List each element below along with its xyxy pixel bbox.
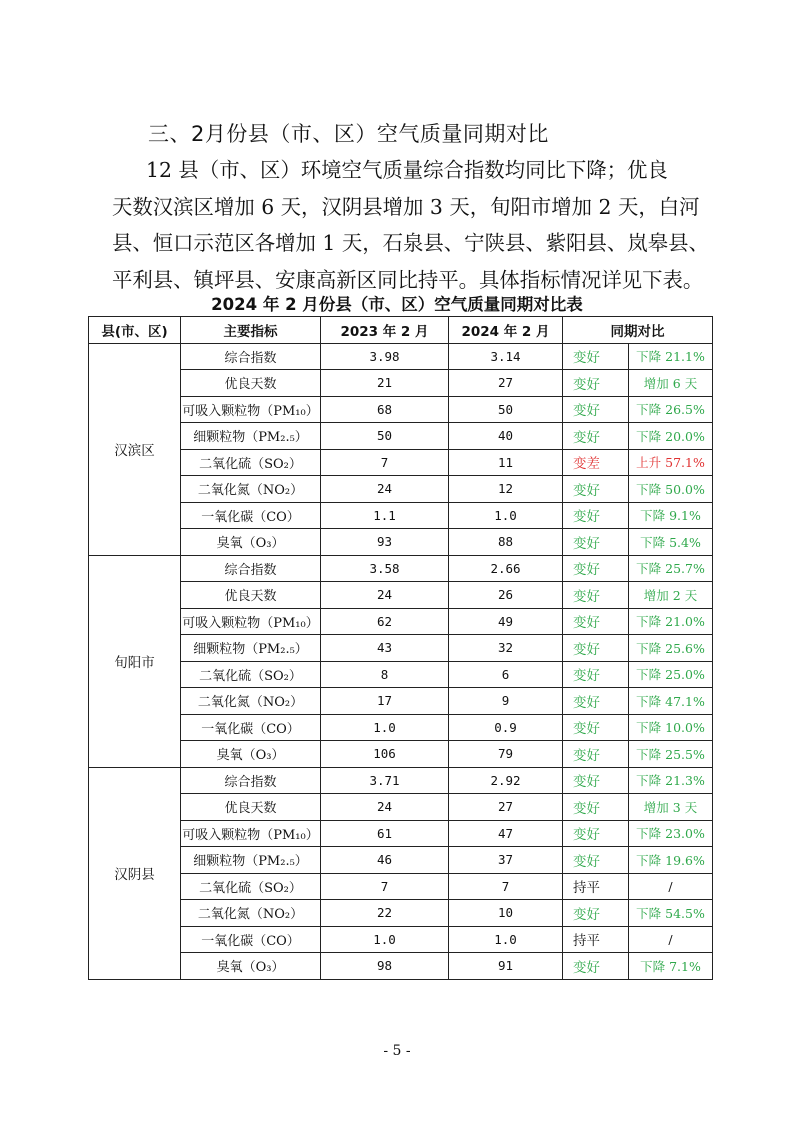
value-2024-cell: 3.14 <box>449 343 563 370</box>
change-cell: 下降 23.0% <box>629 820 713 847</box>
trend-cell: 变好 <box>563 661 629 688</box>
trend-cell: 变好 <box>563 767 629 794</box>
value-2024-cell: 1.0 <box>449 926 563 953</box>
trend-cell: 变好 <box>563 396 629 423</box>
change-cell: 下降 25.5% <box>629 741 713 768</box>
indicator-cell: 二氧化氮（NO₂） <box>181 900 321 927</box>
change-cell: 增加 6 天 <box>629 370 713 397</box>
summary-paragraph <box>112 152 718 298</box>
indicator-cell: 优良天数 <box>181 370 321 397</box>
value-2023-cell: 3.98 <box>321 343 449 370</box>
value-2024-cell: 12 <box>449 476 563 503</box>
change-cell: 下降 19.6% <box>629 847 713 874</box>
indicator-cell: 可吸入颗粒物（PM₁₀） <box>181 608 321 635</box>
section-heading: 三、2月份县（市、区）空气质量同期对比 <box>148 122 549 146</box>
indicator-cell: 可吸入颗粒物（PM₁₀） <box>181 396 321 423</box>
change-cell: 下降 47.1% <box>629 688 713 715</box>
value-2023-cell: 62 <box>321 608 449 635</box>
trend-cell: 变好 <box>563 794 629 821</box>
value-2024-cell: 27 <box>449 794 563 821</box>
table-row <box>89 767 713 794</box>
table-row <box>89 449 713 476</box>
change-cell: 下降 25.0% <box>629 661 713 688</box>
value-2023-cell: 7 <box>321 873 449 900</box>
value-2024-cell: 11 <box>449 449 563 476</box>
table-body <box>89 343 713 979</box>
value-2024-cell: 88 <box>449 529 563 556</box>
table-header-row <box>89 317 713 344</box>
table-row <box>89 555 713 582</box>
trend-cell: 变好 <box>563 423 629 450</box>
trend-cell: 变好 <box>563 635 629 662</box>
value-2023-cell: 43 <box>321 635 449 662</box>
trend-cell: 变好 <box>563 370 629 397</box>
indicator-cell: 一氧化碳（CO） <box>181 502 321 529</box>
indicator-cell: 优良天数 <box>181 794 321 821</box>
indicator-cell: 臭氧（O₃） <box>181 953 321 980</box>
indicator-cell: 优良天数 <box>181 582 321 609</box>
value-2023-cell: 21 <box>321 370 449 397</box>
value-2023-cell: 93 <box>321 529 449 556</box>
header-2023: 2023 年 2 月 <box>321 317 449 344</box>
indicator-cell: 一氧化碳（CO） <box>181 926 321 953</box>
value-2024-cell: 26 <box>449 582 563 609</box>
table-row <box>89 820 713 847</box>
value-2023-cell: 46 <box>321 847 449 874</box>
table-row <box>89 608 713 635</box>
paragraph-line: 平利县、镇坪县、安康高新区同比持平。具体指标情况详见下表。 <box>112 267 704 292</box>
table-row <box>89 502 713 529</box>
indicator-cell: 二氧化硫（SO₂） <box>181 873 321 900</box>
table-row <box>89 900 713 927</box>
value-2023-cell: 17 <box>321 688 449 715</box>
change-cell: 下降 25.7% <box>629 555 713 582</box>
value-2023-cell: 3.58 <box>321 555 449 582</box>
table-row <box>89 688 713 715</box>
trend-cell: 变好 <box>563 555 629 582</box>
value-2023-cell: 98 <box>321 953 449 980</box>
table-row <box>89 714 713 741</box>
value-2023-cell: 7 <box>321 449 449 476</box>
value-2024-cell: 27 <box>449 370 563 397</box>
value-2023-cell: 68 <box>321 396 449 423</box>
value-2024-cell: 6 <box>449 661 563 688</box>
paragraph-line: 12 县（市、区）环境空气质量综合指数均同比下降；优良 <box>146 158 668 182</box>
value-2024-cell: 91 <box>449 953 563 980</box>
indicator-cell: 细颗粒物（PM₂.₅） <box>181 423 321 450</box>
change-cell: 下降 21.1% <box>629 343 713 370</box>
table-row <box>89 661 713 688</box>
value-2024-cell: 2.92 <box>449 767 563 794</box>
value-2023-cell: 1.1 <box>321 502 449 529</box>
value-2024-cell: 10 <box>449 900 563 927</box>
table-row <box>89 396 713 423</box>
change-cell: 下降 54.5% <box>629 900 713 927</box>
change-cell: 下降 25.6% <box>629 635 713 662</box>
change-cell: 下降 50.0% <box>629 476 713 503</box>
change-cell: 下降 10.0% <box>629 714 713 741</box>
change-cell: 增加 3 天 <box>629 794 713 821</box>
county-cell: 旬阳市 <box>89 555 181 767</box>
page-number: - 5 - <box>383 1043 411 1059</box>
value-2023-cell: 24 <box>321 476 449 503</box>
trend-cell: 变好 <box>563 953 629 980</box>
value-2023-cell: 1.0 <box>321 926 449 953</box>
change-cell: 下降 5.4% <box>629 529 713 556</box>
indicator-cell: 细颗粒物（PM₂.₅） <box>181 635 321 662</box>
county-cell: 汉滨区 <box>89 343 181 555</box>
value-2024-cell: 50 <box>449 396 563 423</box>
table-row <box>89 926 713 953</box>
change-cell: / <box>629 873 713 900</box>
value-2023-cell: 50 <box>321 423 449 450</box>
value-2024-cell: 32 <box>449 635 563 662</box>
trend-cell: 变好 <box>563 582 629 609</box>
indicator-cell: 可吸入颗粒物（PM₁₀） <box>181 820 321 847</box>
table-row <box>89 794 713 821</box>
table-row <box>89 529 713 556</box>
header-comparison: 同期对比 <box>563 317 713 344</box>
change-cell: 下降 21.3% <box>629 767 713 794</box>
comparison-table <box>88 316 713 980</box>
value-2023-cell: 24 <box>321 794 449 821</box>
table-row <box>89 582 713 609</box>
paragraph-line: 县、恒口示范区各增加 1 天，石泉县、宁陕县、紫阳县、岚皋县、 <box>112 231 709 255</box>
table-row <box>89 873 713 900</box>
header-county: 县(市、区) <box>89 317 181 344</box>
indicator-cell: 综合指数 <box>181 343 321 370</box>
value-2024-cell: 47 <box>449 820 563 847</box>
change-cell: 增加 2 天 <box>629 582 713 609</box>
table-row <box>89 741 713 768</box>
trend-cell: 变好 <box>563 820 629 847</box>
paragraph-line: 天数汉滨区增加 6 天，汉阴县增加 3 天，旬阳市增加 2 天，白河 <box>112 194 700 219</box>
value-2023-cell: 106 <box>321 741 449 768</box>
value-2024-cell: 79 <box>449 741 563 768</box>
indicator-cell: 臭氧（O₃） <box>181 529 321 556</box>
value-2023-cell: 3.71 <box>321 767 449 794</box>
value-2023-cell: 1.0 <box>321 714 449 741</box>
trend-cell: 变好 <box>563 714 629 741</box>
table-row <box>89 476 713 503</box>
trend-cell: 变好 <box>563 502 629 529</box>
trend-cell: 变好 <box>563 900 629 927</box>
indicator-cell: 二氧化氮（NO₂） <box>181 476 321 503</box>
value-2024-cell: 2.66 <box>449 555 563 582</box>
value-2024-cell: 1.0 <box>449 502 563 529</box>
trend-cell: 变好 <box>563 741 629 768</box>
table-row <box>89 343 713 370</box>
header-2024: 2024 年 2 月 <box>449 317 563 344</box>
county-cell: 汉阴县 <box>89 767 181 979</box>
table-row <box>89 423 713 450</box>
value-2024-cell: 7 <box>449 873 563 900</box>
change-cell: 下降 9.1% <box>629 502 713 529</box>
value-2024-cell: 9 <box>449 688 563 715</box>
value-2024-cell: 49 <box>449 608 563 635</box>
value-2023-cell: 8 <box>321 661 449 688</box>
trend-cell: 变好 <box>563 847 629 874</box>
value-2024-cell: 0.9 <box>449 714 563 741</box>
trend-cell: 变好 <box>563 688 629 715</box>
indicator-cell: 综合指数 <box>181 555 321 582</box>
indicator-cell: 二氧化硫（SO₂） <box>181 449 321 476</box>
trend-cell: 持平 <box>563 926 629 953</box>
value-2023-cell: 22 <box>321 900 449 927</box>
change-cell: 下降 26.5% <box>629 396 713 423</box>
trend-cell: 持平 <box>563 873 629 900</box>
table-row <box>89 370 713 397</box>
trend-cell: 变好 <box>563 529 629 556</box>
trend-cell: 变好 <box>563 343 629 370</box>
value-2024-cell: 37 <box>449 847 563 874</box>
change-cell: 下降 20.0% <box>629 423 713 450</box>
change-cell: 下降 7.1% <box>629 953 713 980</box>
indicator-cell: 综合指数 <box>181 767 321 794</box>
change-cell: / <box>629 926 713 953</box>
trend-cell: 变差 <box>563 449 629 476</box>
indicator-cell: 细颗粒物（PM₂.₅） <box>181 847 321 874</box>
indicator-cell: 二氧化氮（NO₂） <box>181 688 321 715</box>
table-row <box>89 953 713 980</box>
trend-cell: 变好 <box>563 476 629 503</box>
indicator-cell: 臭氧（O₃） <box>181 741 321 768</box>
change-cell: 下降 21.0% <box>629 608 713 635</box>
indicator-cell: 二氧化硫（SO₂） <box>181 661 321 688</box>
trend-cell: 变好 <box>563 608 629 635</box>
value-2023-cell: 61 <box>321 820 449 847</box>
header-indicator: 主要指标 <box>181 317 321 344</box>
table-row <box>89 847 713 874</box>
indicator-cell: 一氧化碳（CO） <box>181 714 321 741</box>
change-cell: 上升 57.1% <box>629 449 713 476</box>
table-caption: 2024 年 2 月份县（市、区）空气质量同期对比表 <box>211 295 583 314</box>
table-row <box>89 635 713 662</box>
value-2024-cell: 40 <box>449 423 563 450</box>
value-2023-cell: 24 <box>321 582 449 609</box>
